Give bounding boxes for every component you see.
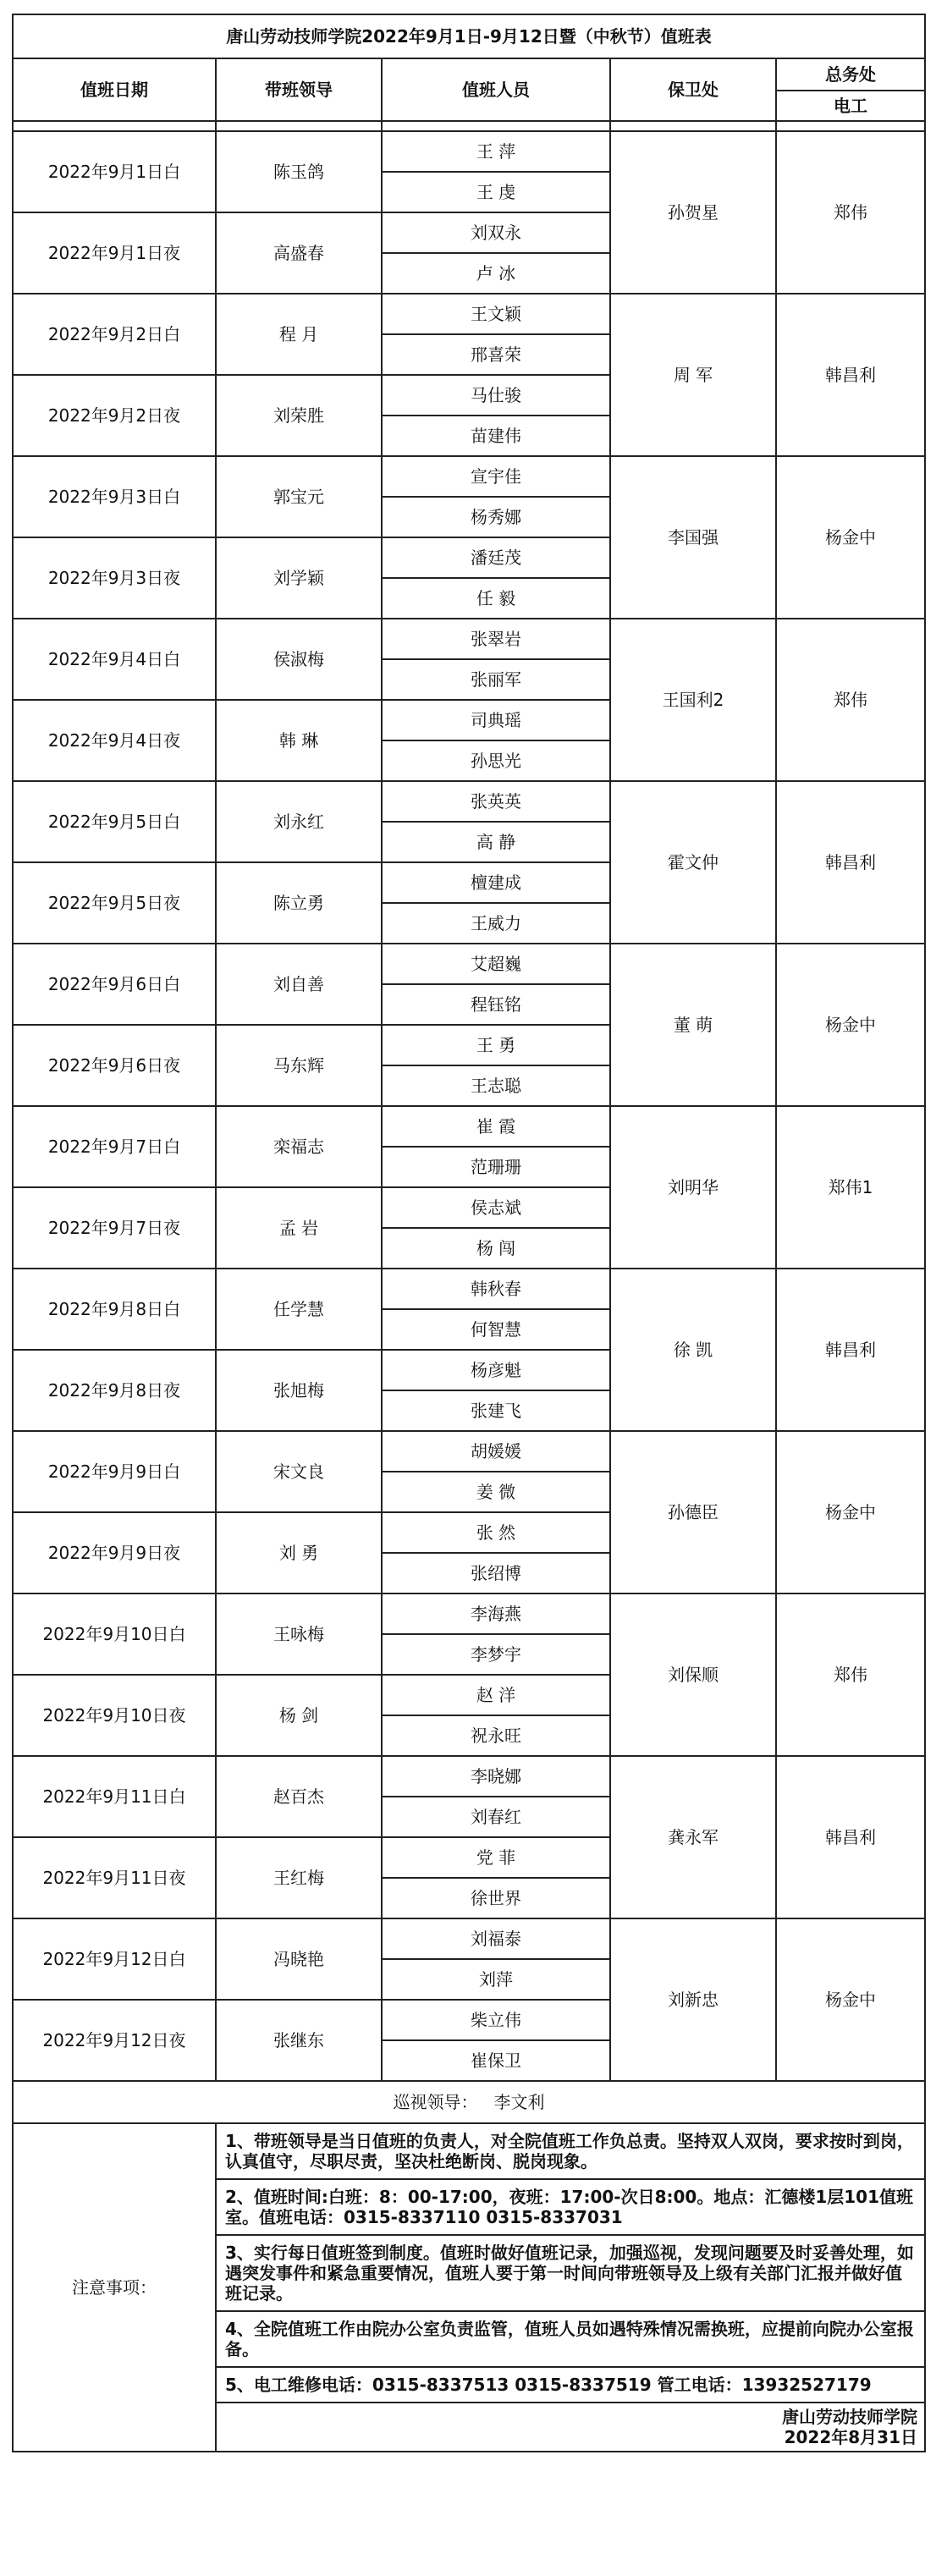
staff-name: 柴立伟 xyxy=(382,2000,610,2040)
table-row xyxy=(13,1756,925,1797)
table-row xyxy=(13,294,925,334)
shift-date: 2022年9月11日白 xyxy=(13,1756,216,1837)
shift-leader: 杨 剑 xyxy=(216,1675,382,1756)
staff-name: 宣宇佳 xyxy=(382,456,610,497)
staff-name: 刘春红 xyxy=(382,1797,610,1837)
table-row xyxy=(13,131,925,172)
staff-name: 王文颖 xyxy=(382,294,610,334)
shift-leader: 王红梅 xyxy=(216,1837,382,1918)
staff-name: 胡媛媛 xyxy=(382,1431,610,1472)
staff-name: 侯志斌 xyxy=(382,1187,610,1228)
security-duty: 王国利2 xyxy=(610,619,776,781)
security-duty: 董 萌 xyxy=(610,944,776,1106)
shift-leader: 郭宝元 xyxy=(216,456,382,537)
security-duty: 孙贺星 xyxy=(610,131,776,294)
security-duty: 刘保顺 xyxy=(610,1593,776,1756)
shift-leader: 陈立勇 xyxy=(216,862,382,944)
shift-leader: 刘 勇 xyxy=(216,1512,382,1593)
staff-name: 赵 洋 xyxy=(382,1675,610,1715)
staff-name: 程钰铭 xyxy=(382,984,610,1025)
shift-leader: 刘永红 xyxy=(216,781,382,862)
shift-date: 2022年9月9日夜 xyxy=(13,1512,216,1593)
shift-date: 2022年9月12日夜 xyxy=(13,2000,216,2081)
patrol-name: 李文利 xyxy=(493,2092,545,2112)
staff-name: 李晓娜 xyxy=(382,1756,610,1797)
staff-name: 党 菲 xyxy=(382,1837,610,1878)
staff-name: 杨彦魁 xyxy=(382,1350,610,1390)
security-duty: 龚永军 xyxy=(610,1756,776,1918)
staff-name: 卢 冰 xyxy=(382,253,610,294)
staff-name: 王志聪 xyxy=(382,1065,610,1106)
security-duty: 孙德臣 xyxy=(610,1431,776,1593)
notes-label: 注意事项： xyxy=(13,2123,216,2452)
shift-date: 2022年9月5日白 xyxy=(13,781,216,862)
table-row xyxy=(13,1593,925,1634)
shift-leader: 冯晓艳 xyxy=(216,1918,382,2000)
security-duty: 徐 凯 xyxy=(610,1269,776,1431)
staff-name: 李梦宇 xyxy=(382,1634,610,1675)
note-item-2: 2、值班时间:白班：8：00-17:00，夜班：17:00-次日8:00。地点：汇德楼1层101值班室。值班电话：0315-8337110 0315-8337031 xyxy=(216,2179,925,2235)
shift-leader: 宋文良 xyxy=(216,1431,382,1512)
shift-leader: 张继东 xyxy=(216,2000,382,2081)
footer-org: 唐山劳动技师学院 xyxy=(782,2407,917,2427)
shift-date: 2022年9月5日夜 xyxy=(13,862,216,944)
staff-name: 司典瑶 xyxy=(382,700,610,740)
electrician-duty: 杨金中 xyxy=(776,944,925,1106)
shift-leader: 任学慧 xyxy=(216,1269,382,1350)
electrician-duty: 杨金中 xyxy=(776,1918,925,2081)
staff-name: 王 萍 xyxy=(382,131,610,172)
shift-date: 2022年9月1日夜 xyxy=(13,212,216,294)
shift-date: 2022年9月8日白 xyxy=(13,1269,216,1350)
note-item-5: 5、电工维修电话：0315-8337513 0315-8337519 管工电话：13932527179 xyxy=(216,2367,925,2403)
shift-leader: 韩 琳 xyxy=(216,700,382,781)
header-staff: 值班人员 xyxy=(382,58,610,121)
note-item-1: 1、带班领导是当日值班的负责人，对全院值班工作负总责。坚持双人双岗，要求按时到岗，认真值守，尽职尽责，坚决杜绝断岗、脱岗现象。 xyxy=(216,2123,925,2179)
shift-date: 2022年9月1日白 xyxy=(13,131,216,212)
table-row xyxy=(13,1918,925,1959)
staff-name: 刘福泰 xyxy=(382,1918,610,1959)
security-duty: 李国强 xyxy=(610,456,776,619)
duty-roster-table xyxy=(12,14,926,2452)
electrician-duty: 韩昌利 xyxy=(776,294,925,456)
shift-leader: 侯淑梅 xyxy=(216,619,382,700)
header-date: 值班日期 xyxy=(13,58,216,121)
shift-date: 2022年9月7日夜 xyxy=(13,1187,216,1269)
shift-leader: 栾福志 xyxy=(216,1106,382,1187)
staff-name: 艾超巍 xyxy=(382,944,610,984)
shift-date: 2022年9月6日夜 xyxy=(13,1025,216,1106)
shift-leader: 孟 岩 xyxy=(216,1187,382,1269)
shift-date: 2022年9月11日夜 xyxy=(13,1837,216,1918)
table-row xyxy=(13,781,925,822)
staff-name: 王 勇 xyxy=(382,1025,610,1065)
shift-leader: 刘荣胜 xyxy=(216,375,382,456)
staff-name: 王 虔 xyxy=(382,172,610,212)
staff-name: 祝永旺 xyxy=(382,1715,610,1756)
shift-leader: 张旭梅 xyxy=(216,1350,382,1431)
electrician-duty: 郑伟1 xyxy=(776,1106,925,1269)
electrician-duty: 韩昌利 xyxy=(776,1269,925,1431)
staff-name: 何智慧 xyxy=(382,1309,610,1350)
shift-date: 2022年9月2日白 xyxy=(13,294,216,375)
staff-name: 范珊珊 xyxy=(382,1147,610,1187)
header-security: 保卫处 xyxy=(610,58,776,121)
shift-date: 2022年9月12日白 xyxy=(13,1918,216,2000)
patrol-label: 巡视领导： xyxy=(393,2092,478,2112)
staff-name: 檀建成 xyxy=(382,862,610,903)
electrician-duty: 郑伟 xyxy=(776,1593,925,1756)
shift-leader: 高盛春 xyxy=(216,212,382,294)
table-row xyxy=(13,619,925,659)
note-item-3: 3、实行每日值班签到制度。值班时做好值班记录，加强巡视，发现问题要及时妥善处理，如遇突发事件和紧急重要情况，值班人要于第一时间向带班领导及上级有关部门汇报并做好值班记录。 xyxy=(216,2235,925,2311)
staff-name: 张丽军 xyxy=(382,659,610,700)
table-row xyxy=(13,1106,925,1147)
electrician-duty: 郑伟 xyxy=(776,131,925,294)
footer-signature xyxy=(216,2403,925,2452)
staff-name: 杨 闯 xyxy=(382,1228,610,1269)
shift-date: 2022年9月4日白 xyxy=(13,619,216,700)
shift-leader: 刘自善 xyxy=(216,944,382,1025)
staff-name: 刘萍 xyxy=(382,1959,610,2000)
staff-name: 任 毅 xyxy=(382,578,610,619)
shift-date: 2022年9月6日白 xyxy=(13,944,216,1025)
staff-name: 潘廷茂 xyxy=(382,537,610,578)
staff-name: 韩秋春 xyxy=(382,1269,610,1309)
header-general-affairs: 总务处 xyxy=(776,58,925,91)
staff-name: 徐世界 xyxy=(382,1878,610,1918)
shift-leader: 程 月 xyxy=(216,294,382,375)
shift-leader: 陈玉鸽 xyxy=(216,131,382,212)
staff-name: 王威力 xyxy=(382,903,610,944)
shift-date: 2022年9月10日夜 xyxy=(13,1675,216,1756)
staff-name: 李海燕 xyxy=(382,1593,610,1634)
staff-name: 张建飞 xyxy=(382,1390,610,1431)
footer-date: 2022年8月31日 xyxy=(784,2427,917,2447)
shift-date: 2022年9月4日夜 xyxy=(13,700,216,781)
shift-leader: 王咏梅 xyxy=(216,1593,382,1675)
header-leader: 带班领导 xyxy=(216,58,382,121)
staff-name: 高 静 xyxy=(382,822,610,862)
table-row xyxy=(13,944,925,984)
staff-name: 孙思光 xyxy=(382,740,610,781)
note-item-4: 4、全院值班工作由院办公室负责监管，值班人员如遇特殊情况需换班，应提前向院办公室报备。 xyxy=(216,2311,925,2367)
staff-name: 崔 霞 xyxy=(382,1106,610,1147)
table-row xyxy=(13,456,925,497)
staff-name: 姜 微 xyxy=(382,1472,610,1512)
staff-name: 张绍博 xyxy=(382,1553,610,1593)
shift-date: 2022年9月9日白 xyxy=(13,1431,216,1512)
staff-name: 马仕骏 xyxy=(382,375,610,416)
shift-date: 2022年9月2日夜 xyxy=(13,375,216,456)
staff-name: 杨秀娜 xyxy=(382,497,610,537)
shift-date: 2022年9月3日夜 xyxy=(13,537,216,619)
electrician-duty: 韩昌利 xyxy=(776,1756,925,1918)
shift-date: 2022年9月3日白 xyxy=(13,456,216,537)
security-duty: 刘明华 xyxy=(610,1106,776,1269)
table-row xyxy=(13,1269,925,1309)
staff-name: 苗建伟 xyxy=(382,416,610,456)
staff-name: 张英英 xyxy=(382,781,610,822)
patrol-leader-row xyxy=(13,2081,925,2123)
electrician-duty: 韩昌利 xyxy=(776,781,925,944)
staff-name: 张 然 xyxy=(382,1512,610,1553)
electrician-duty: 杨金中 xyxy=(776,456,925,619)
electrician-duty: 郑伟 xyxy=(776,619,925,781)
electrician-duty: 杨金中 xyxy=(776,1431,925,1593)
header-electrician: 电工 xyxy=(776,91,925,121)
security-duty: 周 军 xyxy=(610,294,776,456)
shift-leader: 马东辉 xyxy=(216,1025,382,1106)
page-title: 唐山劳动技师学院2022年9月1日-9月12日暨（中秋节）值班表 xyxy=(13,14,925,58)
shift-leader: 刘学颖 xyxy=(216,537,382,619)
security-duty: 刘新忠 xyxy=(610,1918,776,2081)
shift-date: 2022年9月10日白 xyxy=(13,1593,216,1675)
staff-name: 张翠岩 xyxy=(382,619,610,659)
table-row xyxy=(13,1431,925,1472)
staff-name: 刘双永 xyxy=(382,212,610,253)
staff-name: 崔保卫 xyxy=(382,2040,610,2081)
shift-date: 2022年9月7日白 xyxy=(13,1106,216,1187)
staff-name: 邢喜荣 xyxy=(382,334,610,375)
header-spacer-row xyxy=(13,121,925,131)
shift-leader: 赵百杰 xyxy=(216,1756,382,1837)
shift-date: 2022年9月8日夜 xyxy=(13,1350,216,1431)
security-duty: 霍文仲 xyxy=(610,781,776,944)
